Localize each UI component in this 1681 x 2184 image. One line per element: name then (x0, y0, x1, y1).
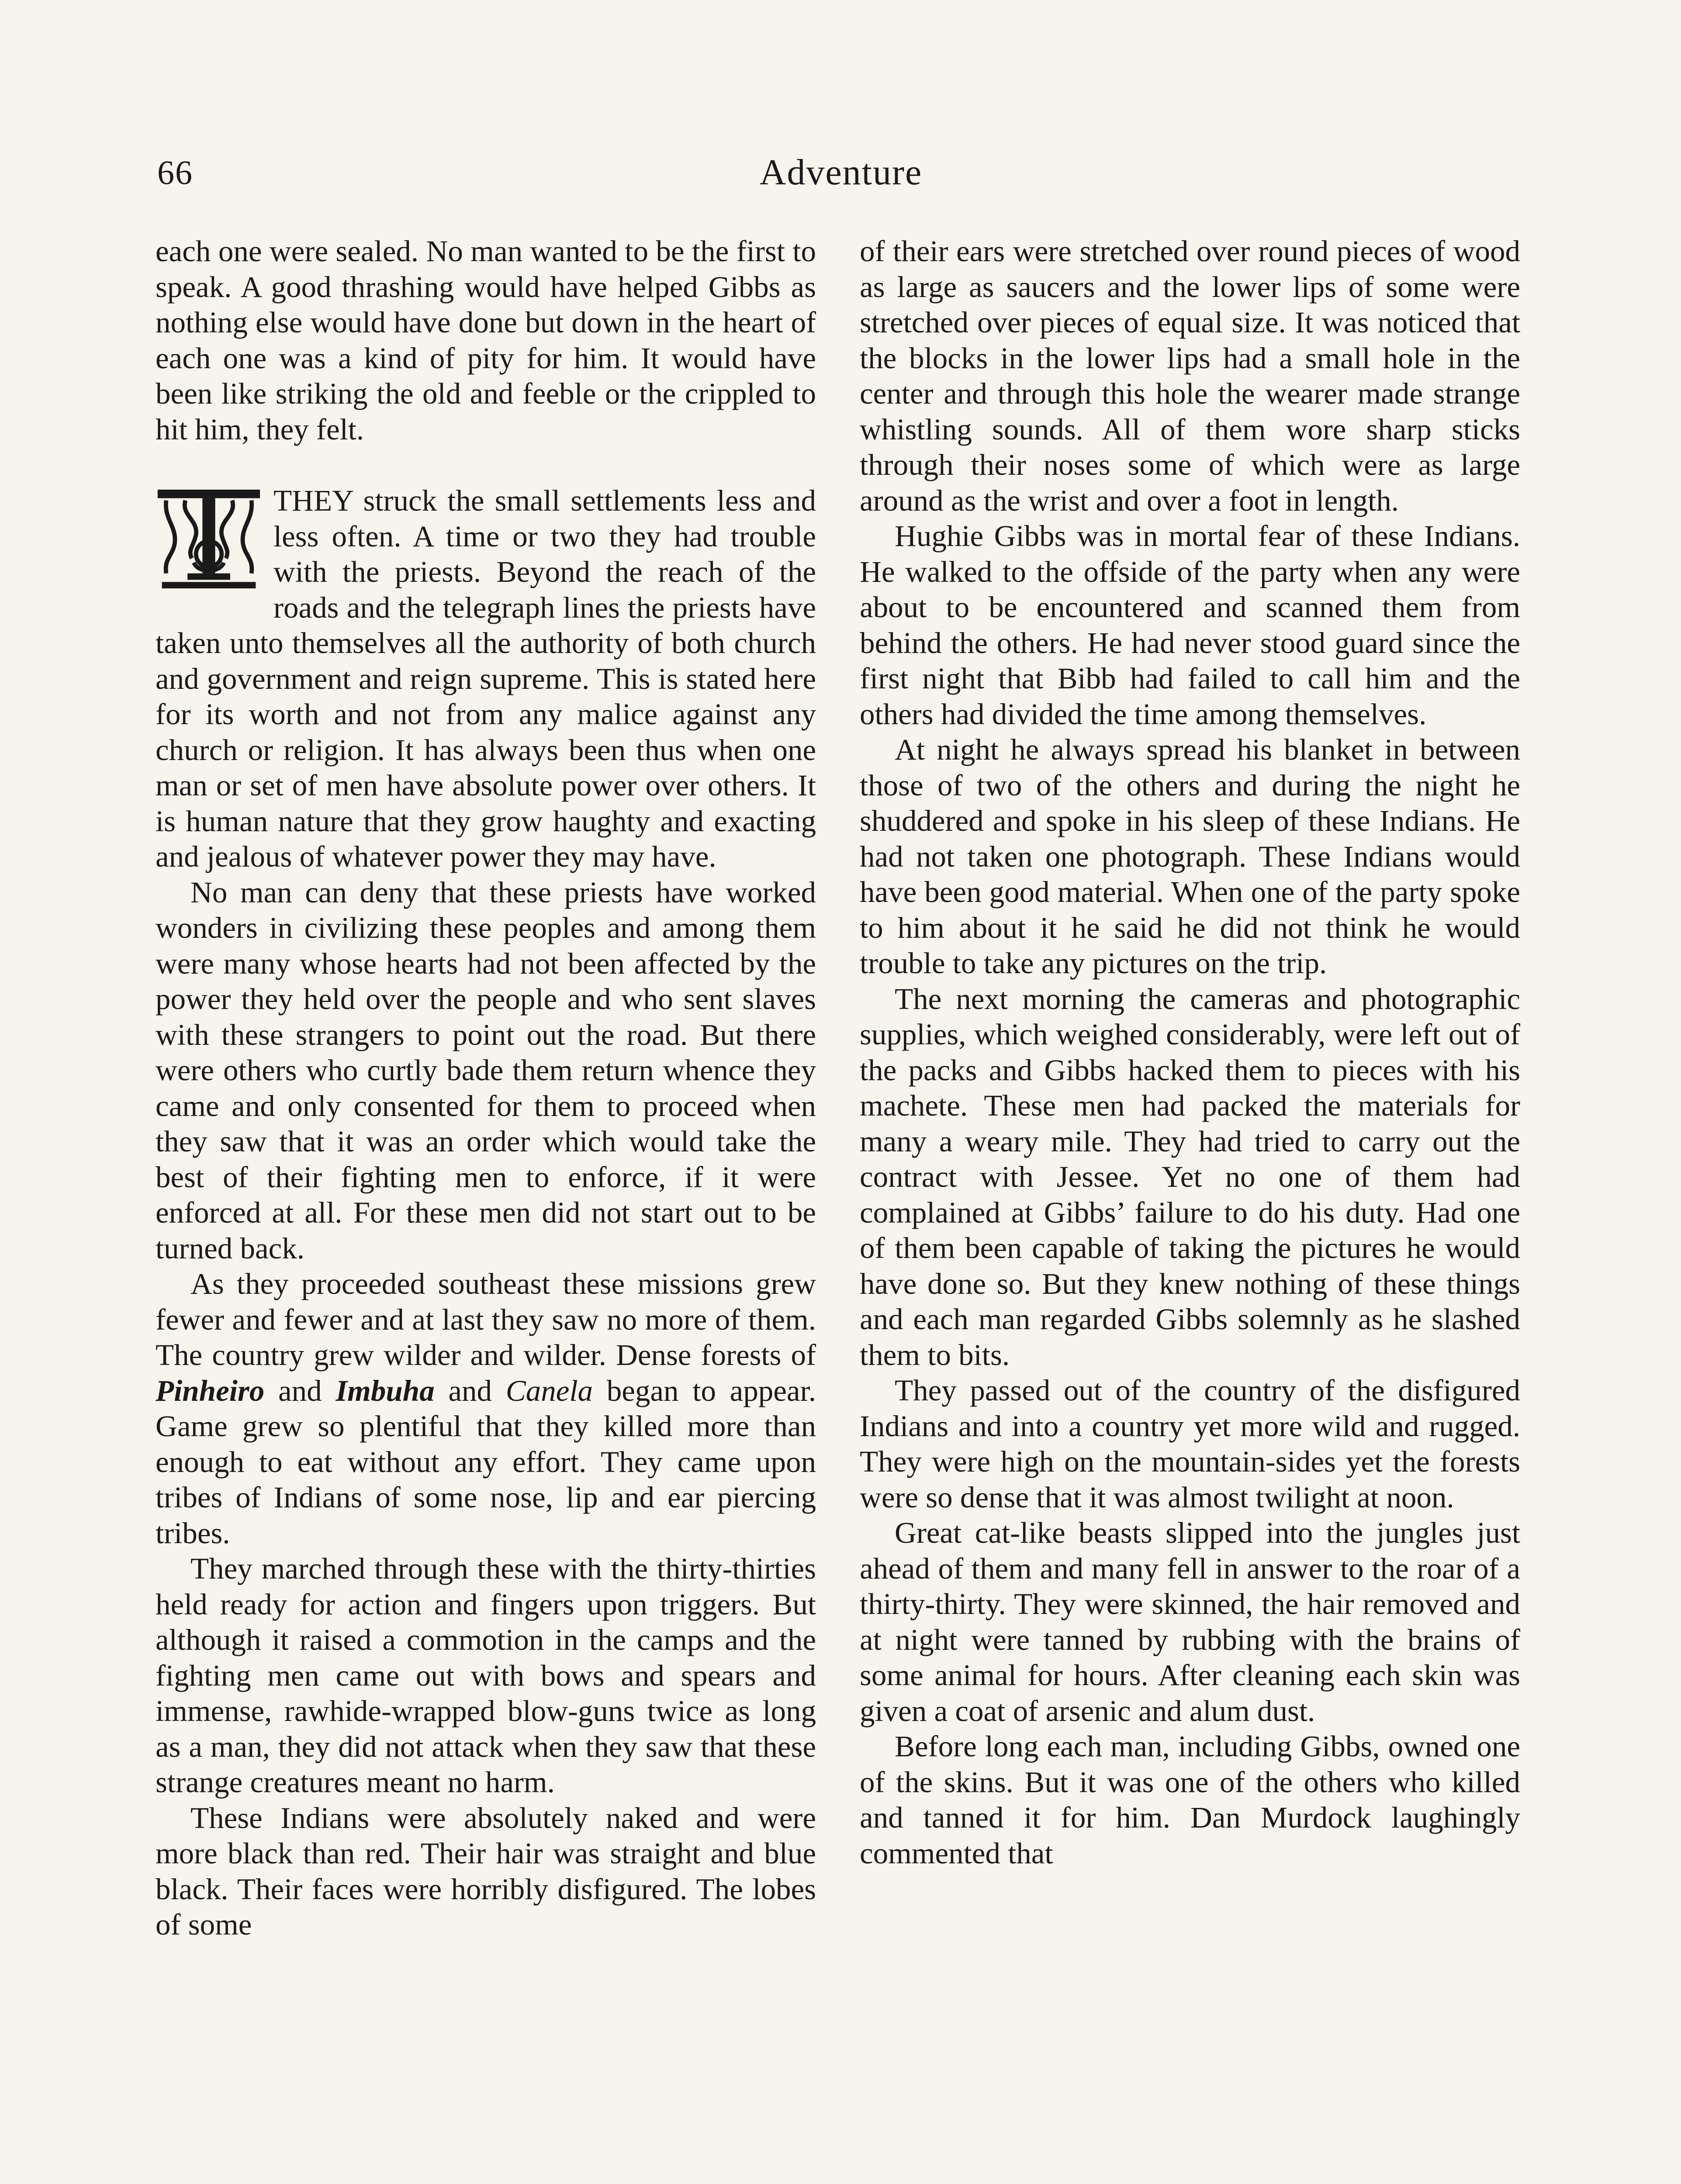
text-run: As they proceeded southeast these missions grew fewer and fewer and at last they saw no more of them. The country grew wilder and wilder. Dense forests of (156, 1267, 816, 1372)
paragraph: Great cat-like beasts slipped into the jungles just ahead of them and many fell in answer to the roar of a thirty-thirty. They were skinned, the hair removed and at night were tanned by rubbing with the brains of some animal for hours. After cleaning each skin was given a coat of arsenic and alum dust. (860, 1516, 1520, 1728)
text-run: and (264, 1374, 336, 1407)
left-column (156, 234, 816, 2184)
page-number: 66 (157, 153, 193, 191)
dropcap-letter: T (273, 484, 292, 517)
right-column (860, 234, 1520, 2184)
paragraph-text: HEY struck the small settlements less and less often. A time or two they had trouble with the priests. Beyond the reach of the roads and the telegraph lines the priests have taken unto themselves all the authority of both church and government and reign supreme. This is stated here for its worth and not from any malice against any church or religion. It has always been thus when one man or set of men have absolute power over others. It is human nature that they grow haughty and exacting and jealous of whatever power they may have. (156, 484, 816, 873)
italic-term: Canela (505, 1374, 593, 1407)
paragraph-with-dropcap (156, 483, 816, 875)
paragraph: These Indians were absolutely naked and were more black than red. Their hair was straight and blue black. Their faces were horribly disfigured. The lobes of some (156, 1801, 816, 1941)
paragraph: They passed out of the country of the disfigured Indians and into a country yet more wild and rugged. They were high on the mountain-sides yet the forests were so dense that it was almost twilight at noon. (860, 1374, 1520, 1514)
paragraph: Before long each man, including Gibbs, owned one of the skins. But it was one of the others who killed and tanned it for him. Dan Murdock laughingly commented that (860, 1730, 1520, 1870)
paragraph: No man can deny that these priests have worked wonders in civilizing these peoples and among them were many whose hearts had not been affected by the power they held over the people and who sent slaves with these strangers to point out the road. But there were others who curtly bade them return whence they came and only consented for them to proceed when they saw that it was an order which would take the best of their fighting men to enforce, if it were enforced at all. For these men did not start out to be turned back. (156, 875, 816, 1265)
paragraph: of their ears were stretched over round pieces of wood as large as saucers and the lower lips of some were stretched over pieces of equal size. It was noticed that the blocks in the lower lips had a small hole in the center and through this hole the wearer made strange whistling sounds. All of them wore sharp sticks through their noses some of which were as large around as the wrist and over a foot in length. (860, 235, 1520, 517)
paragraph: At night he always spread his blanket in between those of two of the others and during the night he shuddered and spoke in his sleep of these Indians. He had not taken one photograph. These Indians would have been good material. When one of the party spoke to him about it he said he did not think he would trouble to take any pictures on the trip. (860, 733, 1520, 980)
text-run: began to appear. Game grew so plentiful that they killed more than enough to eat without any effort. They came upon tribes of Indians of some nose, lip and ear piercing tribes. (156, 1374, 816, 1550)
italic-term: Imbuha (336, 1374, 435, 1407)
paragraph: each one were sealed. No man wanted to be the first to speak. A good thrashing would have helped Gibbs as nothing else would have done but down in the heart of each one was a kind of pity for him. It would have been like striking the old and feeble or the crippled to hit him, they felt. (156, 235, 816, 446)
paragraph: Hughie Gibbs was in mortal fear of these Indians. He walked to the offside of the party when any were about to be encountered and scanned them from behind the others. He had never stood guard since the first night that Bibb had failed to call him and the others had divided the time among themselves. (860, 519, 1520, 731)
text-run: and (434, 1374, 506, 1407)
page-header (157, 144, 1525, 210)
paragraph (156, 1266, 816, 1551)
ornamental-letter-t-icon (156, 487, 262, 591)
running-title: Adventure (759, 152, 923, 193)
italic-term: Pinheiro (156, 1374, 265, 1407)
paragraph: They marched through these with the thirty-thirties held ready for action and fingers upon triggers. But although it raised a commotion in the camps and the fighting men came out with bows and spears and immense, rawhide-wrapped blow-guns twice as long as a man, they did not attack when they saw that these strange creatures meant no harm. (156, 1552, 816, 1799)
paragraph: The next morning the cameras and photographic supplies, which weighed considerably, were left out of the packs and Gibbs hacked them to pieces with his machete. These men had packed the materials for many a weary mile. They had tried to carry out the contract with Jessee. Yet no one of them had complained at Gibbs’ failure to do his duty. Had one of them been capable of taking the pictures he would have done so. But they knew nothing of these things and each man regarded Gibbs solemnly as he slashed them to bits. (860, 982, 1520, 1372)
